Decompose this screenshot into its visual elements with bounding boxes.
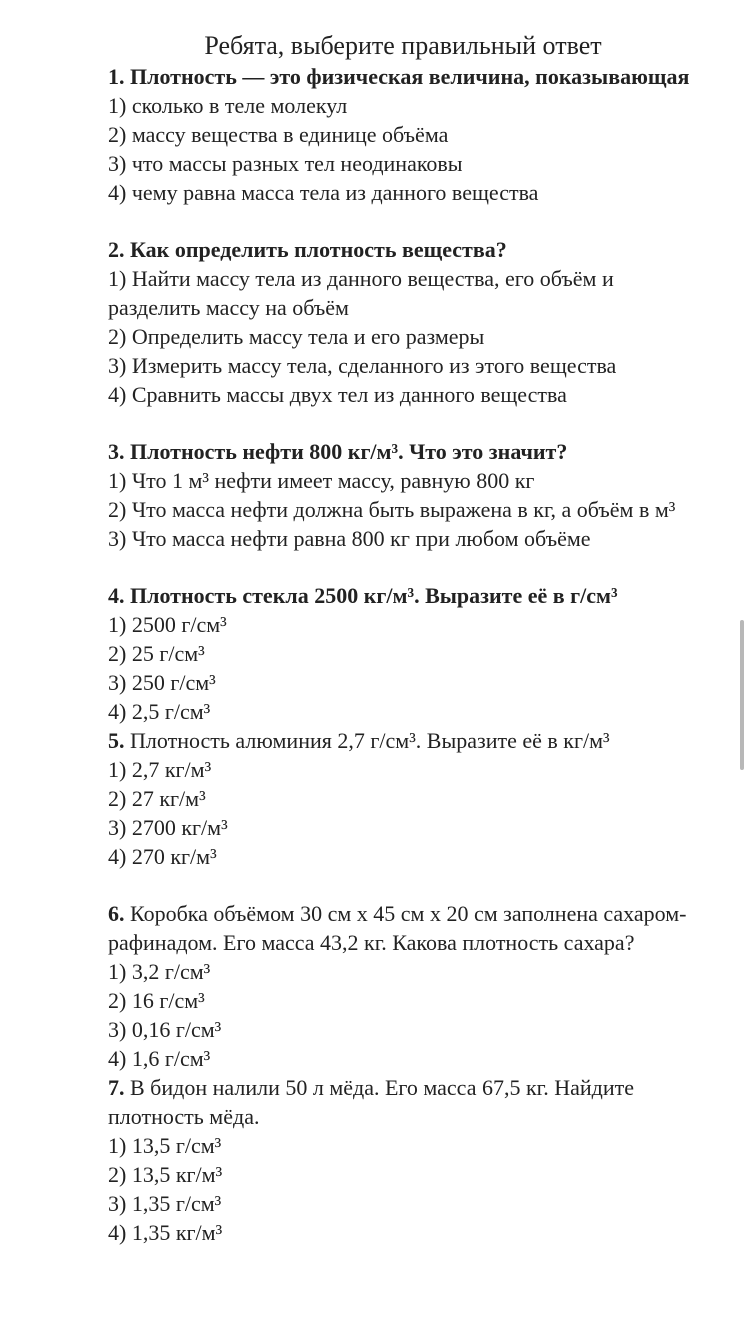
question-4 — [108, 581, 708, 726]
answer-option: 2) 27 кг/м³ — [108, 786, 206, 811]
answer-option: 3) Что масса нефти равна 800 кг при любом объёме — [108, 526, 591, 551]
question-2 — [108, 235, 708, 409]
answer-option: 1) 3,2 г/см³ — [108, 959, 211, 984]
document — [108, 30, 708, 1247]
question-5 — [108, 726, 708, 871]
scrollbar[interactable] — [740, 620, 744, 770]
question-body: Коробка объёмом 30 см х 45 см х 20 см заполнена сахаром-рафинадом. Его масса 43,2 кг. Какова плотность сахара? — [108, 901, 687, 955]
question-text — [108, 726, 708, 755]
question-body: Плотность алюминия 2,7 г/см³. Выразите её в кг/м³ — [124, 728, 610, 753]
answer-option: 3) 250 г/см³ — [108, 670, 216, 695]
question-text: 3. Плотность нефти 800 кг/м³. Что это значит? — [108, 439, 568, 464]
question-number: 5. — [108, 728, 125, 753]
answer-option: 1) 2500 г/см³ — [108, 612, 227, 637]
question-text: 4. Плотность стекла 2500 кг/м³. Выразите её в г/см³ — [108, 583, 618, 608]
question-text: 1. Плотность — это физическая величина, показывающая — [108, 64, 690, 89]
question-7 — [108, 1073, 708, 1247]
answer-option: 3) 2700 кг/м³ — [108, 815, 228, 840]
question-6 — [108, 899, 708, 1073]
question-number: 7. — [108, 1075, 125, 1100]
question-body: В бидон налили 50 л мёда. Его масса 67,5 кг. Найдите плотность мёда. — [108, 1075, 634, 1129]
answer-option: 4) 270 кг/м³ — [108, 844, 217, 869]
answer-option: 4) 1,6 г/см³ — [108, 1046, 211, 1071]
answer-option: 2) 16 г/см³ — [108, 988, 205, 1013]
question-1 — [108, 62, 708, 207]
question-3 — [108, 437, 708, 553]
answer-option: 3) 0,16 г/см³ — [108, 1017, 222, 1042]
answer-option: 1) 13,5 г/см³ — [108, 1133, 222, 1158]
page-title: Ребята, выберите правильный ответ — [204, 31, 602, 60]
question-text — [108, 1073, 708, 1131]
answer-option: 4) 2,5 г/см³ — [108, 699, 211, 724]
answer-option: 4) чему равна масса тела из данного вещества — [108, 180, 539, 205]
answer-option: 1) Найти массу тела из данного вещества, его объём и разделить массу на объём — [108, 266, 614, 320]
answer-option: 2) массу вещества в единице объёма — [108, 122, 449, 147]
question-number: 6. — [108, 901, 125, 926]
answer-option: 4) 1,35 кг/м³ — [108, 1220, 223, 1245]
answer-option: 2) 13,5 кг/м³ — [108, 1162, 223, 1187]
answer-option: 1) 2,7 кг/м³ — [108, 757, 212, 782]
answer-option: 3) Измерить массу тела, сделанного из этого вещества — [108, 353, 617, 378]
answer-option: 2) Определить массу тела и его размеры — [108, 324, 485, 349]
answer-option: 2) Что масса нефти должна быть выражена в кг, а объём в м³ — [108, 497, 676, 522]
answer-option: 4) Сравнить массы двух тел из данного вещества — [108, 382, 567, 407]
answer-option: 3) что массы разных тел неодинаковы — [108, 151, 463, 176]
answer-option: 1) Что 1 м³ нефти имеет массу, равную 800 кг — [108, 468, 535, 493]
question-text — [108, 899, 708, 957]
answer-option: 3) 1,35 г/см³ — [108, 1191, 222, 1216]
question-text: 2. Как определить плотность вещества? — [108, 237, 507, 262]
answer-option: 2) 25 г/см³ — [108, 641, 205, 666]
answer-option: 1) сколько в теле молекул — [108, 93, 348, 118]
